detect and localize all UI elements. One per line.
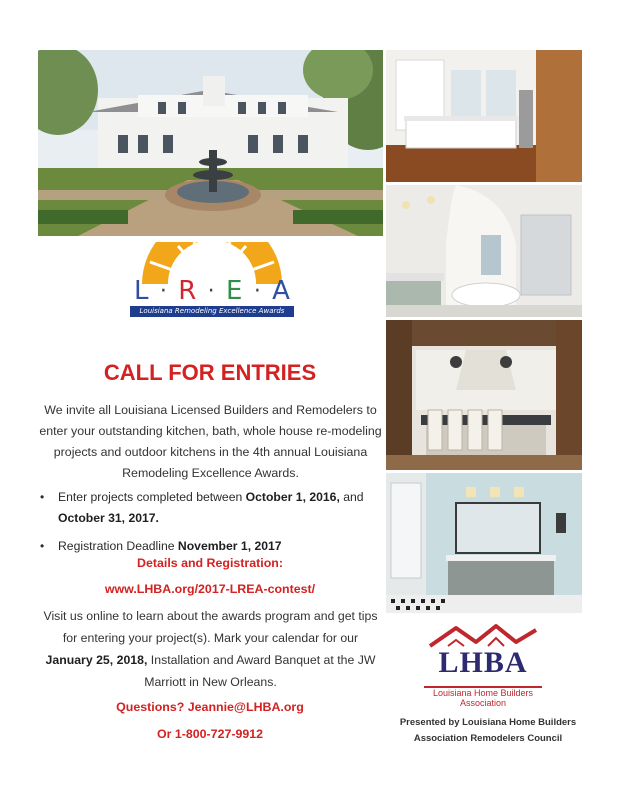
banquet-date: January 25, 2018, [45,653,148,667]
deadline-date: November 1, 2017 [177,539,282,553]
kitchen-photo [386,50,582,182]
bullet-text: Registration Deadline [58,539,178,553]
lrea-letters [128,276,296,306]
lhba-logo [418,620,548,710]
bathroom-vanity-photo [386,473,582,613]
bullet-list [38,487,383,564]
house-exterior-photo [38,50,383,236]
details-heading: Details and Registration: [137,556,283,570]
lhba-subtitle-line: Louisiana Home Builders [432,688,534,698]
kitchen-island-photo [386,320,582,470]
intro-paragraph: We invite all Louisiana Licensed Builders and Remodelers to enter your outstanding kitchen, bath, whole house re-modeling projects and outdoor kitchens in the 4th annual Louisiana Remodeling Excellence Awards. [39,403,382,480]
lrea-letter-e: E [226,276,243,306]
bullet-text: and [339,490,364,504]
phone-number[interactable]: Or 1-800-727-9912 [156,727,264,741]
registration-link[interactable]: www.LHBA.org/2017-LREA-contest/ [104,582,316,596]
presented-by [398,715,578,747]
list-item [38,487,383,529]
page-title: CALL FOR ENTRIES [103,360,317,385]
dot-icon: · [253,278,261,304]
list-item [38,536,383,557]
visit-paragraph [38,605,383,693]
end-date: October 31, 2017. [58,511,159,525]
bullet-text: Enter projects completed between [58,490,246,504]
visit-text: Installation and Award Banquet at the JW Marriott in New Orleans. [144,653,376,689]
lrea-letter-a: A [272,276,290,306]
lrea-tagline: Louisiana Remodeling Excellence Awards [130,306,294,317]
bathroom-tub-photo [386,185,582,317]
dot-icon: · [159,278,167,304]
lhba-wordmark: LHBA [438,646,528,679]
lhba-subtitle [418,688,548,708]
questions-email[interactable]: Questions? Jeannie@LHBA.org [116,700,304,714]
dot-icon: · [207,278,215,304]
lhba-subtitle-line: Association [459,698,507,708]
visit-text: Visit us online to learn about the awards program and get tips for entering your project(s). Mark your calendar for our [43,609,378,645]
lrea-letter-l: L [134,276,149,306]
lrea-logo [128,242,296,324]
lrea-letter-r: R [178,276,197,306]
presented-by-line: Presented by Louisiana Home Builders [399,717,577,728]
start-date: October 1, 2016, [245,490,340,504]
presented-by-line: Association Remodelers Council [413,733,563,744]
